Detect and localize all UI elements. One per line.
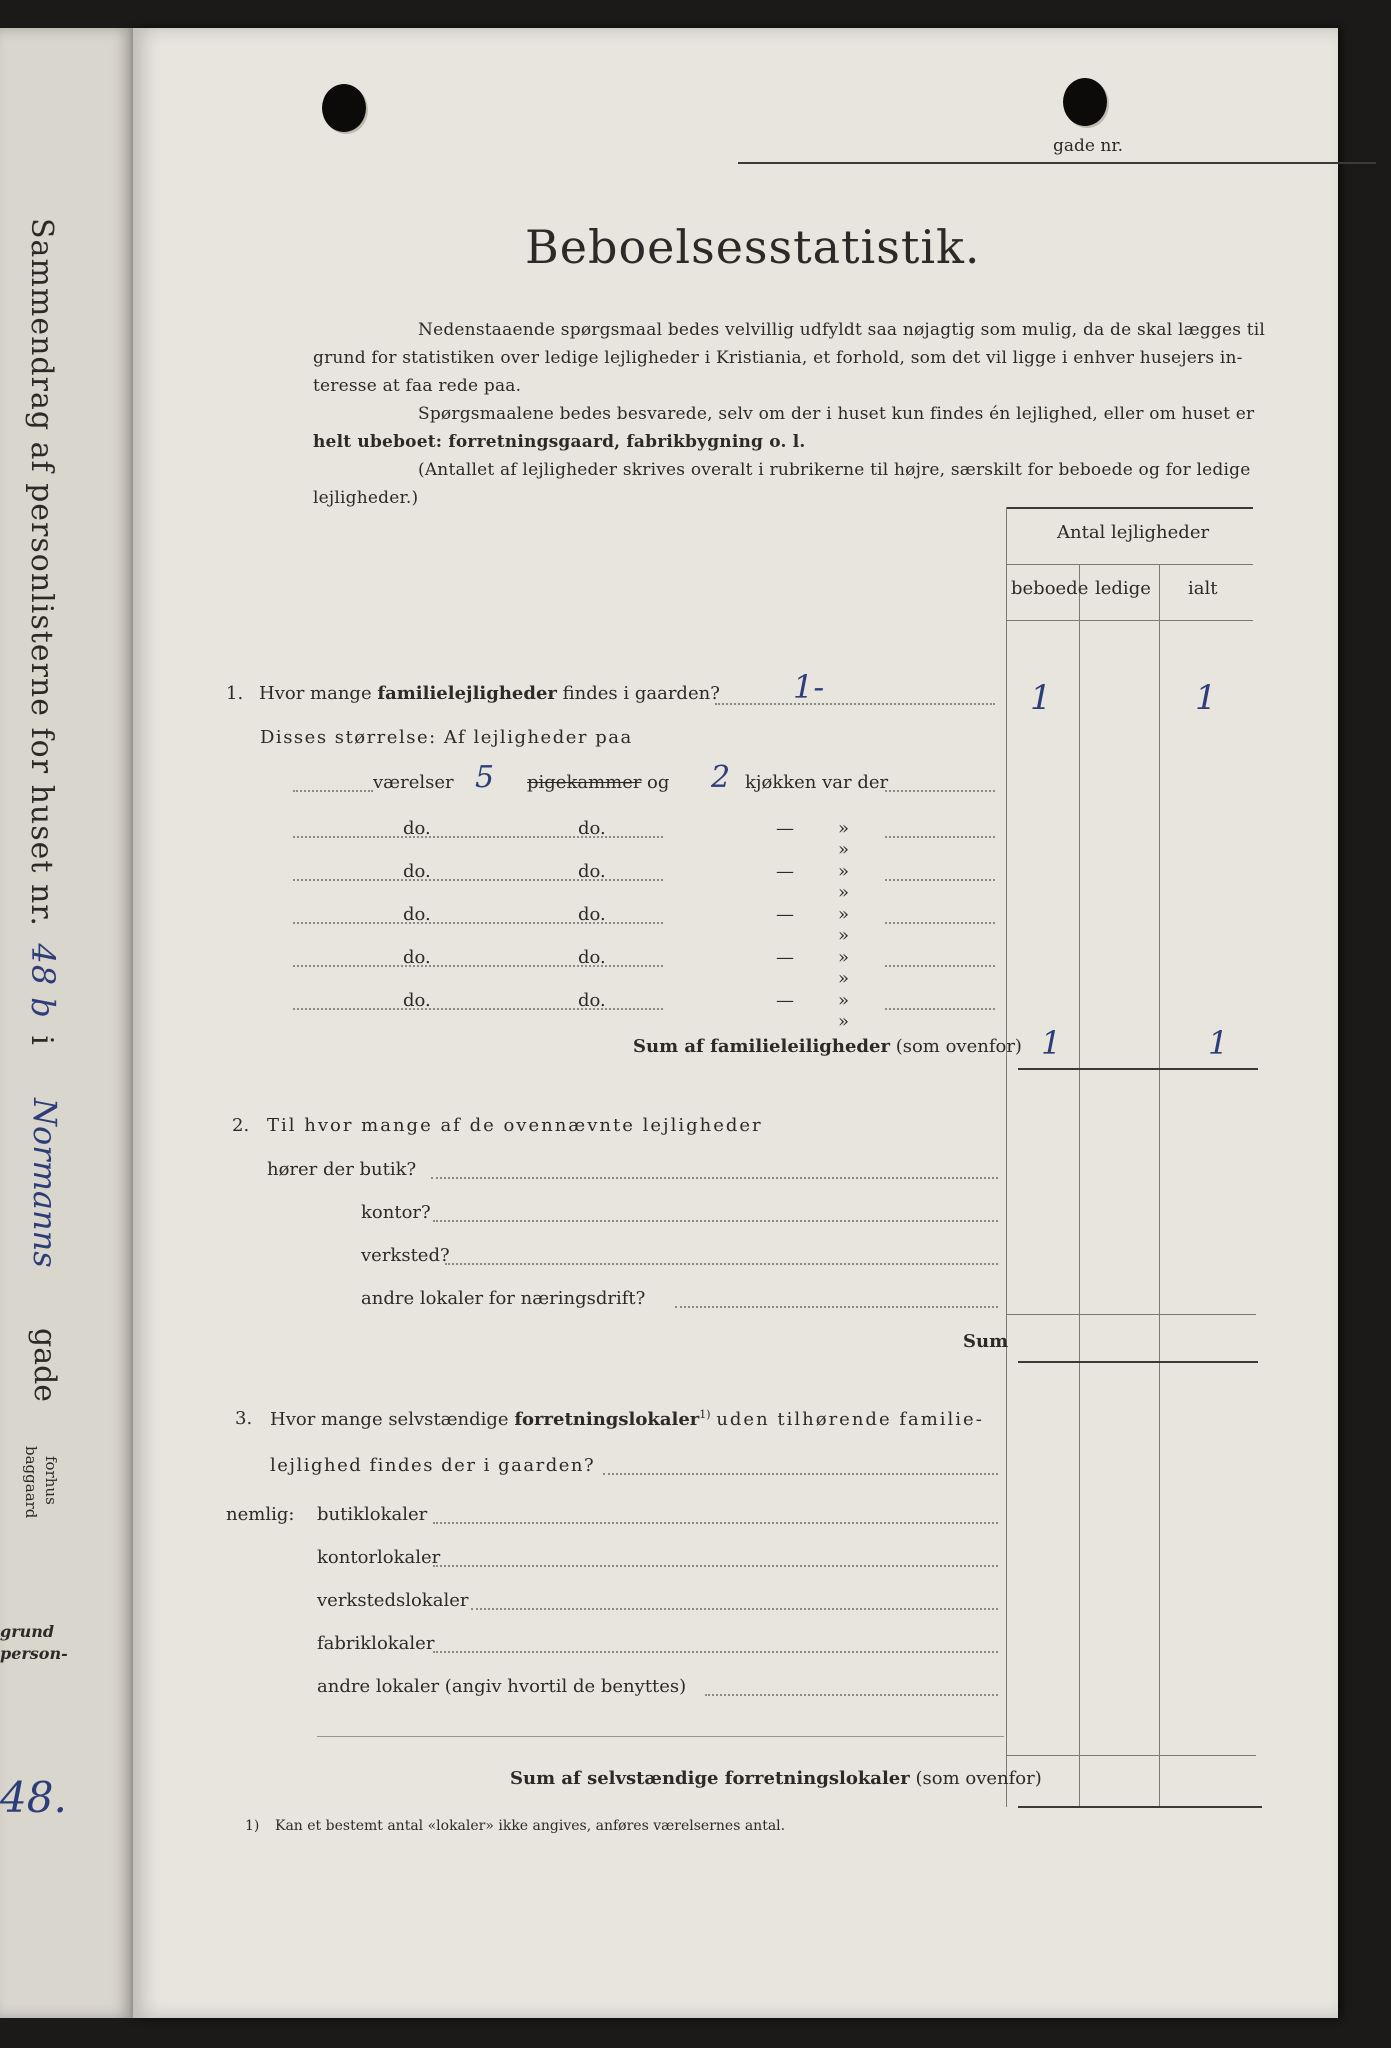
col-ialt: ialt <box>1188 578 1218 599</box>
do-left: do. <box>403 861 431 882</box>
q1-text-c: findes i gaarden? <box>562 683 720 704</box>
q2-kontor-leader <box>433 1220 998 1222</box>
do-row-leader <box>293 922 663 924</box>
intro-p2-l2: helt ubeboet: forretningsgaard, fabrikbygning o. l. <box>313 432 806 452</box>
row1-kjokken: kjøkken var der <box>745 772 889 793</box>
q3-fabrik-leader <box>433 1651 998 1653</box>
baggaard-label: baggaard <box>22 1446 40 1519</box>
do-dash: — <box>776 861 794 882</box>
q1-answer: 1- <box>793 668 825 706</box>
q3-fabrik: fabriklokaler <box>317 1633 435 1654</box>
q2-sum-top-rule <box>1006 1314 1256 1315</box>
q2-andre-leader <box>675 1306 998 1308</box>
col-beboede: beboede <box>1011 578 1089 599</box>
bottom-number: 48. <box>0 1773 67 1822</box>
do-left: do. <box>403 947 431 968</box>
q1-ialt: 1 <box>1195 678 1217 718</box>
q3-text-a: Hvor mange selvstændige <box>270 1409 509 1430</box>
do-dash: — <box>776 818 794 839</box>
q3-text-b: forretningslokaler <box>514 1409 700 1430</box>
row1-vaerelser-value: 5 <box>475 760 495 795</box>
q1-size-label: Disses størrelse: Af lejligheder paa <box>260 727 633 748</box>
q3-butik-leader <box>433 1522 998 1524</box>
do-mid: do. <box>578 947 606 968</box>
do-quote: » » <box>838 861 850 903</box>
house-number: 48 b <box>24 943 62 1019</box>
q3-verksted-leader <box>471 1608 998 1610</box>
q3-sum-label <box>510 1768 1042 1789</box>
do-row-trail <box>885 965 995 967</box>
do-left: do. <box>403 818 431 839</box>
do-row-leader <box>293 1008 663 1010</box>
row1-og: og <box>647 772 670 793</box>
q2-sum-rule <box>1018 1361 1258 1363</box>
q3-sum-rule <box>1018 1806 1262 1808</box>
left-page <box>0 28 133 2018</box>
do-quote: » » <box>838 818 850 860</box>
do-mid: do. <box>578 861 606 882</box>
q3-sum-top-rule <box>1006 1755 1256 1756</box>
intro-p2-l1: Spørgsmaalene bedes besvarede, selv om der i huset kun findes én lejlighed, eller om huset er <box>418 404 1255 424</box>
do-left: do. <box>403 904 431 925</box>
q1-sum-suffix: (som ovenfor) <box>895 1036 1022 1057</box>
intro-p1-l1: Nedenstaaende spørgsmaal bedes velvillig udfyldt saa nøjagtig som mulig, da de skal lægges til <box>418 320 1266 340</box>
do-dash: — <box>776 990 794 1011</box>
do-mid: do. <box>578 904 606 925</box>
q1-sum-label <box>633 1036 1022 1057</box>
q3-kontor-leader <box>433 1565 998 1567</box>
q1-leader <box>715 703 995 705</box>
do-dash: — <box>776 947 794 968</box>
footnote-text: Kan et bestemt antal «lokaler» ikke angives, anføres værelsernes antal. <box>275 1818 786 1834</box>
q1-sum-text: Sum af familieleiligheder <box>633 1036 890 1057</box>
q3-kontor: kontorlokaler <box>317 1547 441 1568</box>
do-dash: — <box>776 904 794 925</box>
do-quote: » » <box>838 904 850 946</box>
q1-sum-beboede: 1 <box>1041 1024 1062 1062</box>
intro-p1-l2: grund for statistiken over ledige lejligheder i Kristiania, et forhold, som det vil ligge i enhver husejers in- <box>313 348 1243 368</box>
q3-verksted: verkstedslokaler <box>317 1590 469 1611</box>
q1-text <box>259 683 720 704</box>
do-left: do. <box>403 990 431 1011</box>
do-row-trail <box>885 836 995 838</box>
grund-label: grund <box>0 1622 55 1641</box>
row1-vaerelser: værelser <box>373 772 454 793</box>
page-title: Beboelsesstatistik. <box>525 220 981 274</box>
col-sep-1 <box>1079 564 1080 1807</box>
forhus-label: forhus <box>42 1456 60 1505</box>
intro-p1-l3: teresse at faa rede paa. <box>313 376 522 396</box>
punch-hole-left <box>322 84 366 132</box>
intro-text <box>313 316 1383 512</box>
q2-butik: hører der butik? <box>267 1159 417 1180</box>
q3-extra-line <box>317 1736 1004 1737</box>
do-quote: » » <box>838 990 850 1032</box>
q3-nemlig: nemlig: <box>226 1504 295 1525</box>
q3-sum-text: Sum af selvstændige forretningslokaler <box>510 1768 910 1789</box>
q1-sum-rule <box>1018 1068 1258 1070</box>
do-row-trail <box>885 922 995 924</box>
table-left-border <box>1006 507 1007 1807</box>
q2-butik-leader <box>431 1177 998 1179</box>
q2-sum: Sum <box>963 1331 1009 1352</box>
left-vertical-title <box>24 218 62 1046</box>
gade-nr-line <box>738 162 1376 164</box>
do-mid: do. <box>578 818 606 839</box>
q1-beboede: 1 <box>1030 678 1052 718</box>
q3-text-c: uden tilhørende familie- <box>716 1409 984 1430</box>
gade-word: gade <box>27 1328 62 1403</box>
q3-line2: lejlighed findes der i gaarden? <box>270 1455 596 1476</box>
do-quote: » » <box>838 947 850 989</box>
q3-andre: andre lokaler (angiv hvortil de benyttes) <box>317 1676 687 1697</box>
q1-sum-ialt: 1 <box>1208 1024 1229 1062</box>
street-name: Normanns <box>26 1098 64 1268</box>
row1-kjokken-value: 2 <box>711 760 731 795</box>
person-label: person- <box>0 1644 68 1663</box>
q2-verksted: verksted? <box>361 1245 450 1266</box>
footnote-mark: 1) <box>245 1818 260 1834</box>
do-row-leader <box>293 836 663 838</box>
do-row-trail <box>885 879 995 881</box>
do-row-trail <box>885 1008 995 1010</box>
vertical-title-text: Sammendrag af personlisterne for huset nr. <box>24 218 59 927</box>
punch-hole-right <box>1063 78 1107 126</box>
intro-p3-l2: lejligheder.) <box>313 488 419 508</box>
q1-text-b: familielejligheder <box>377 683 557 704</box>
q1-text-a: Hvor mange <box>259 683 372 704</box>
table-top-line <box>1006 507 1253 509</box>
q2-text: Til hvor mange af de ovennævnte lejligheder <box>267 1115 763 1136</box>
row1-pigekammer: pigekammer <box>527 772 642 793</box>
q1-number: 1. <box>226 683 244 704</box>
row1-leader <box>293 790 373 792</box>
do-row-leader <box>293 879 663 881</box>
col-group-header: Antal lejligheder <box>1057 522 1210 543</box>
q3-andre-leader <box>705 1694 998 1696</box>
table-header-sep <box>1006 564 1253 565</box>
q2-verksted-leader <box>445 1263 998 1265</box>
q3-sum-suffix: (som ovenfor) <box>915 1768 1042 1789</box>
q2-number: 2. <box>232 1115 250 1136</box>
q3-butik: butiklokaler <box>317 1504 428 1525</box>
q3-line2-leader <box>603 1473 998 1475</box>
do-row-leader <box>293 965 663 967</box>
do-mid: do. <box>578 990 606 1011</box>
col-ledige: ledige <box>1095 578 1151 599</box>
q3-number: 3. <box>235 1408 253 1429</box>
q2-kontor: kontor? <box>361 1202 431 1223</box>
q3-text: Hvor mange selvstændige forretningslokaler$^{1)}$ uden tilhørende familie- <box>270 1408 984 1430</box>
col-sep-2 <box>1159 564 1160 1807</box>
form-page <box>133 28 1338 2018</box>
row1-trail <box>885 790 995 792</box>
intro-p3-l1: (Antallet af lejligheder skrives overalt i rubrikerne til højre, særskilt for beboede og for ledige <box>418 460 1251 480</box>
q2-andre: andre lokaler for næringsdrift? <box>361 1288 646 1309</box>
i-word: i <box>24 1035 59 1046</box>
table-subheader-sep <box>1006 620 1253 621</box>
gade-nr-label: gade nr. <box>1053 136 1123 156</box>
